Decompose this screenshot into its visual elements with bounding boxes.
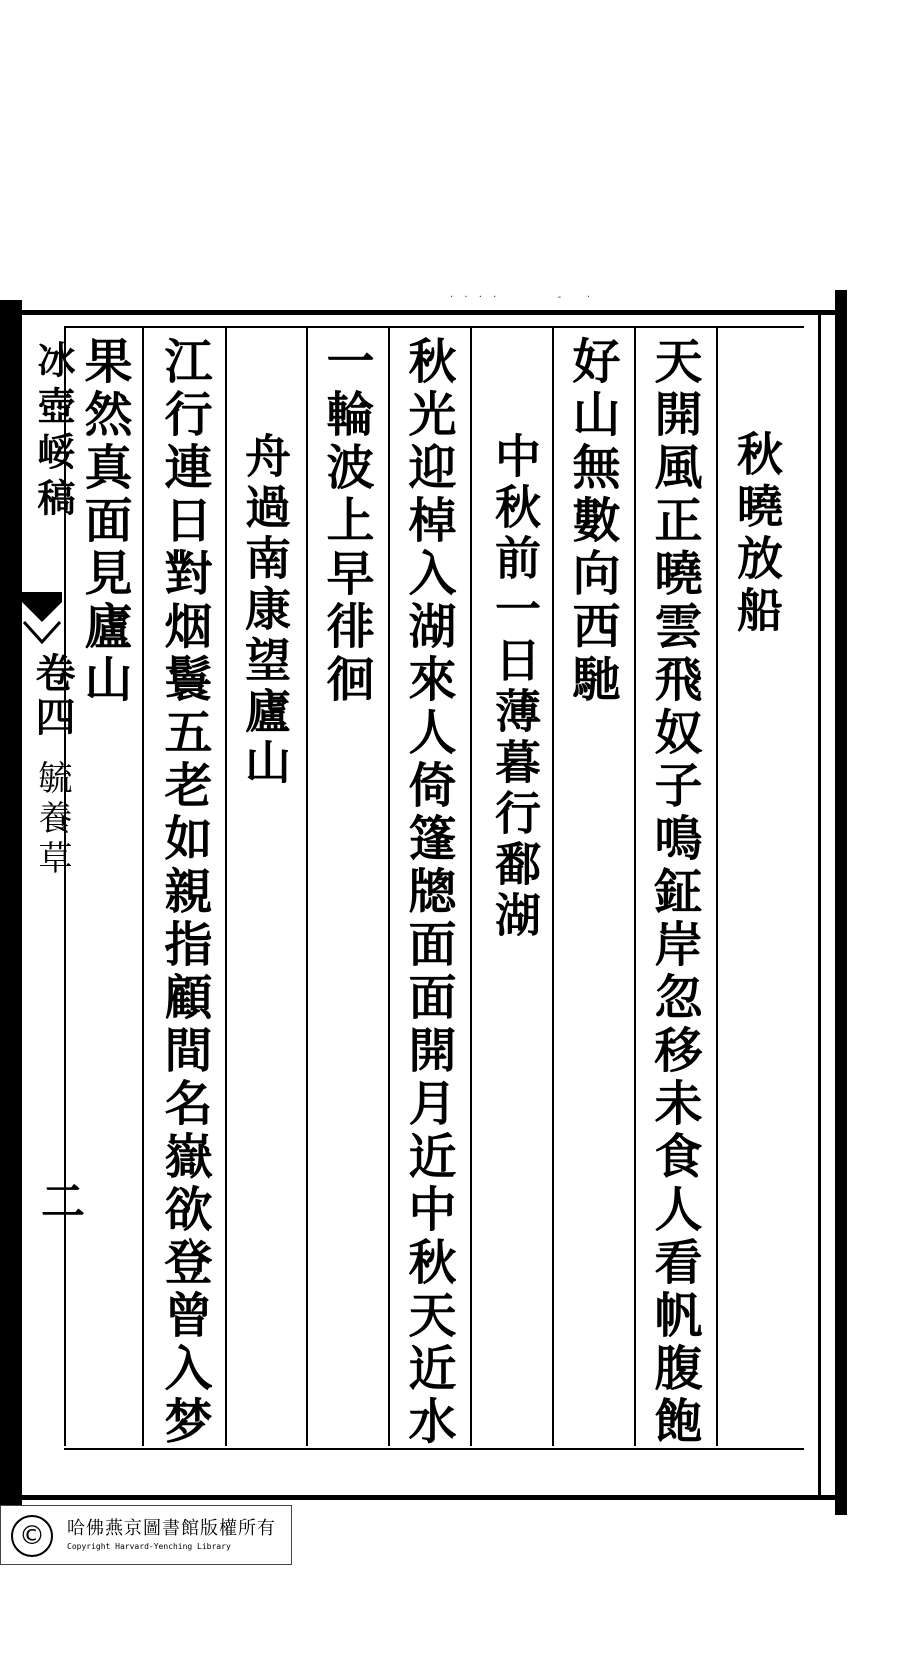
poem-title: 秋曉放船 (730, 430, 784, 638)
poem-line: 一輪波上早徘徊 (318, 336, 374, 707)
fish-tail-ornament-icon (22, 592, 62, 650)
poem-line: 秋光迎棹入湖來人倚篷牕面面開月近中秋天近水 (400, 336, 456, 1449)
column-rule (225, 326, 227, 1446)
page-number: 二 (33, 1178, 84, 1222)
poem-line: 果然真面見廬山 (76, 336, 132, 707)
running-head-subtitle: 毓養草 (32, 760, 72, 880)
poem-title: 舟過南康望廬山 (238, 432, 292, 789)
poem-line: 好山無數向西馳 (564, 336, 620, 707)
column-rule (470, 326, 472, 1446)
poem-line: 天開風正曉雲飛奴子鳴鉦岸忽移未食人看帆腹飽 (646, 336, 702, 1449)
column-rule (634, 326, 636, 1446)
running-head-volume: 卷四 (29, 652, 76, 740)
copyright-english: Copyright Harvard-Yenching Library (67, 1542, 231, 1551)
column-rule (552, 326, 554, 1446)
poem-title: 中秋前一日薄暮行鄱湖 (488, 432, 542, 942)
column-rule (716, 326, 718, 1446)
poem-line: 江行連日對烟鬟五老如親指顧間名嶽欲登曾入梦 (156, 336, 212, 1449)
copyright-stamp (0, 1505, 292, 1565)
copyright-icon: © (11, 1515, 53, 1557)
column-rule (306, 326, 308, 1446)
column-rule (142, 326, 144, 1446)
copyright-chinese: 哈佛燕京圖書館版權所有 (67, 1518, 276, 1539)
column-rule (388, 326, 390, 1446)
print-specks: · · · · - · (450, 292, 595, 303)
running-head-title: 冰壺㟎稿 (31, 340, 76, 524)
